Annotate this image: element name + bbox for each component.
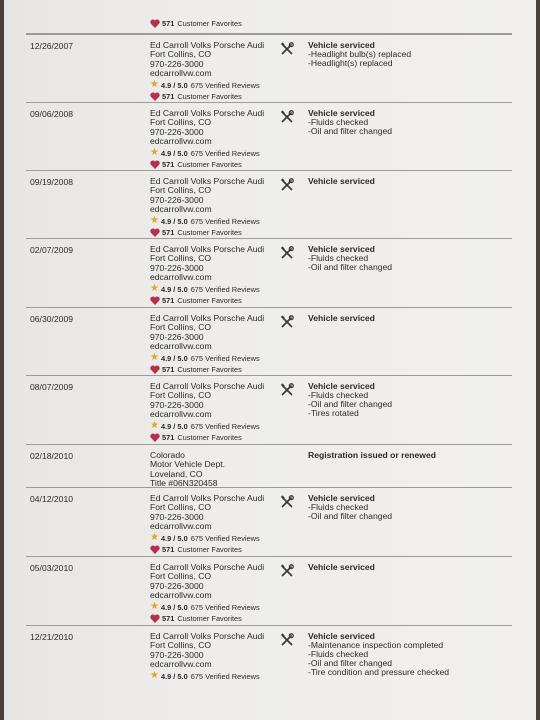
facility-line: Ed Carroll Volks Porsche Audi (150, 381, 265, 391)
service-title: Vehicle serviced (308, 313, 375, 323)
service-record (26, 444, 512, 488)
service-details (308, 382, 392, 418)
review-count: 675 Verified Reviews (190, 671, 260, 681)
service-details (308, 41, 411, 68)
service-item: -Fluids checked (308, 117, 369, 127)
service-title: Vehicle serviced (308, 493, 375, 503)
service-record (26, 170, 512, 239)
facility-info (150, 451, 225, 489)
facility-line: Fort Collins, CO (150, 49, 212, 60)
service-details (308, 109, 392, 136)
favorites-label: Customer Favorites (177, 296, 242, 306)
facility-line: edcarrollvw.com (150, 68, 212, 79)
rating-score: 4.9 / 5.0 (160, 602, 188, 612)
service-item: -Fluids checked (308, 502, 369, 512)
service-item: -Fluids checked (308, 649, 369, 659)
service-title: Vehicle serviced (308, 381, 375, 391)
favorites-label: Customer Favorites (177, 614, 242, 624)
record-date: 04/12/2010 (30, 494, 74, 504)
tools-icon (280, 383, 294, 397)
facility-info (150, 177, 264, 237)
service-title: Vehicle serviced (308, 40, 375, 50)
record-date: 05/03/2010 (30, 563, 74, 573)
record-date: 02/18/2010 (30, 451, 74, 461)
facility-line: edcarrollvw.com (150, 341, 212, 352)
favorites-label: Customer Favorites (177, 228, 242, 238)
facility-info (150, 632, 264, 681)
tools-icon (280, 246, 294, 260)
star-icon: ★ (150, 670, 159, 682)
rating-score: 4.9 / 5.0 (160, 353, 188, 363)
facility-line: Fort Collins, CO (150, 502, 212, 513)
service-record (26, 625, 512, 720)
favorites-label: Customer Favorites (177, 19, 242, 28)
facility-line: Fort Collins, CO (150, 185, 212, 196)
heart-icon (150, 365, 160, 374)
favorites-label: Customer Favorites (177, 160, 242, 170)
rating-row (150, 672, 264, 681)
favorites-count: 571 (162, 614, 175, 624)
facility-line: Ed Carroll Volks Porsche Audi (150, 313, 265, 323)
service-item: -Tire condition and pressure checked (308, 667, 450, 677)
facility-line: Fort Collins, CO (150, 117, 212, 128)
facility-line: Ed Carroll Volks Porsche Audi (150, 244, 265, 254)
service-item: -Headlight(s) replaced (308, 58, 393, 68)
facility-info (150, 245, 264, 305)
facility-line: 970-226-3000 (150, 399, 204, 410)
heart-icon (150, 296, 160, 305)
rating-row (150, 354, 264, 363)
facility-line: edcarrollvw.com (150, 521, 212, 532)
favorites-row (150, 614, 264, 623)
favorites-label: Customer Favorites (177, 365, 242, 375)
service-item: -Oil and filter changed (308, 511, 393, 521)
favorites-row (150, 160, 264, 169)
service-record (26, 307, 512, 376)
favorites-count: 571 (162, 296, 175, 306)
service-item: -Fluids checked (308, 390, 369, 400)
facility-info (150, 41, 264, 101)
favorites-count: 571 (162, 92, 175, 102)
facility-info (150, 314, 264, 374)
facility-line: edcarrollvw.com (150, 272, 212, 283)
facility-info (150, 109, 264, 169)
facility-line: Fort Collins, CO (150, 640, 212, 651)
favorites-row (150, 545, 264, 554)
facility-line: Motor Vehicle Dept. (150, 459, 225, 470)
service-details (308, 245, 392, 272)
record-date: 02/07/2009 (30, 245, 74, 255)
facility-line: Ed Carroll Volks Porsche Audi (150, 631, 265, 641)
favorites-count: 571 (162, 19, 175, 28)
service-title: Vehicle serviced (308, 176, 375, 186)
service-record (26, 487, 512, 557)
facility-line: 970-226-3000 (150, 126, 204, 137)
favorites-label: Customer Favorites (177, 92, 242, 102)
service-item: -Tires rotated (308, 408, 359, 418)
service-title: Registration issued or renewed (308, 450, 436, 460)
rating-row (150, 217, 264, 226)
star-icon: ★ (150, 215, 159, 227)
favorites-label: Customer Favorites (177, 433, 242, 443)
favorites-label: Customer Favorites (177, 545, 242, 555)
service-details (308, 563, 375, 572)
service-record (26, 238, 512, 308)
review-count: 675 Verified Reviews (190, 284, 260, 294)
heart-icon (150, 160, 160, 169)
facility-line: Ed Carroll Volks Porsche Audi (150, 108, 265, 118)
rating-row (150, 534, 264, 543)
favorites-count: 571 (162, 545, 175, 555)
tools-icon (280, 110, 294, 124)
document-page (4, 0, 536, 720)
facility-line: 970-226-3000 (150, 649, 204, 660)
heart-icon (150, 614, 160, 623)
service-item: -Fluids checked (308, 253, 369, 263)
rating-row (150, 603, 264, 612)
facility-info (150, 382, 264, 442)
service-item: -Oil and filter changed (308, 658, 393, 668)
rating-score: 4.9 / 5.0 (160, 671, 188, 681)
facility-line: edcarrollvw.com (150, 136, 212, 147)
service-item: -Oil and filter changed (308, 262, 393, 272)
heart-icon (150, 228, 160, 237)
service-item: -Maintenance inspection completed (308, 640, 444, 650)
favorites-row (150, 92, 264, 101)
favorites-row (150, 19, 242, 28)
rating-row (150, 81, 264, 90)
facility-line: Fort Collins, CO (150, 390, 212, 401)
record-date: 12/26/2007 (30, 41, 74, 51)
rating-score: 4.9 / 5.0 (160, 421, 188, 431)
facility-line: edcarrollvw.com (150, 659, 212, 670)
service-title: Vehicle serviced (308, 631, 375, 641)
review-count: 675 Verified Reviews (190, 148, 260, 158)
record-date: 12/21/2010 (30, 632, 74, 642)
service-details (308, 177, 375, 186)
review-count: 675 Verified Reviews (190, 602, 260, 612)
review-count: 675 Verified Reviews (190, 216, 260, 226)
star-icon: ★ (150, 420, 159, 432)
facility-line: 970-226-3000 (150, 511, 204, 522)
heart-icon (150, 433, 160, 442)
star-icon: ★ (150, 601, 159, 613)
record-date: 09/19/2008 (30, 177, 74, 187)
star-icon: ★ (150, 532, 159, 544)
heart-icon (150, 545, 160, 554)
facility-line: Title #06N320458 (150, 478, 218, 489)
facility-line: 970-226-3000 (150, 58, 204, 69)
facility-line: Ed Carroll Volks Porsche Audi (150, 40, 265, 50)
star-icon: ★ (150, 352, 159, 364)
star-icon: ★ (150, 283, 159, 295)
rating-score: 4.9 / 5.0 (160, 80, 188, 90)
rating-row (150, 149, 264, 158)
facility-info (150, 494, 264, 554)
rating-score: 4.9 / 5.0 (160, 216, 188, 226)
facility-line: 970-226-3000 (150, 580, 204, 591)
star-icon: ★ (150, 79, 159, 91)
facility-info (150, 563, 264, 623)
facility-line: 970-226-3000 (150, 194, 204, 205)
favorites-row (150, 296, 264, 305)
record-date: 09/06/2008 (30, 109, 74, 119)
favorites-row (150, 228, 264, 237)
facility-line: Ed Carroll Volks Porsche Audi (150, 562, 265, 572)
favorites-count: 571 (162, 433, 175, 443)
star-icon: ★ (150, 147, 159, 159)
rating-row (150, 422, 264, 431)
facility-line: edcarrollvw.com (150, 204, 212, 215)
facility-line: Fort Collins, CO (150, 253, 212, 264)
tools-icon (280, 42, 294, 56)
tools-icon (280, 178, 294, 192)
review-count: 675 Verified Reviews (190, 353, 260, 363)
service-details (308, 632, 449, 677)
favorites-row (150, 365, 264, 374)
rating-score: 4.9 / 5.0 (160, 148, 188, 158)
tools-icon (280, 564, 294, 578)
service-record (26, 34, 512, 103)
facility-line: 970-226-3000 (150, 331, 204, 342)
service-item: -Oil and filter changed (308, 126, 393, 136)
favorites-row (150, 433, 264, 442)
facility-line: Ed Carroll Volks Porsche Audi (150, 493, 265, 503)
facility-line: Loveland, CO (150, 468, 203, 479)
tools-icon (280, 633, 294, 647)
tools-icon (280, 495, 294, 509)
record-date: 08/07/2009 (30, 382, 74, 392)
service-details (308, 494, 392, 521)
facility-line: Fort Collins, CO (150, 571, 212, 582)
facility-line: Colorado (150, 450, 185, 460)
rating-score: 4.9 / 5.0 (160, 284, 188, 294)
rating-row (150, 285, 264, 294)
service-details (308, 314, 375, 323)
facility-line: Ed Carroll Volks Porsche Audi (150, 176, 265, 186)
heart-icon (150, 19, 160, 28)
record-date: 06/30/2009 (30, 314, 74, 324)
facility-line: edcarrollvw.com (150, 590, 212, 601)
service-item: -Headlight bulb(s) replaced (308, 49, 412, 59)
service-title: Vehicle serviced (308, 108, 375, 118)
favorites-count: 571 (162, 365, 175, 375)
favorites-count: 571 (162, 160, 175, 170)
tools-icon (280, 315, 294, 329)
favorites-count: 571 (162, 228, 175, 238)
rating-score: 4.9 / 5.0 (160, 533, 188, 543)
facility-line: Fort Collins, CO (150, 322, 212, 333)
service-item: -Oil and filter changed (308, 399, 393, 409)
service-record (26, 375, 512, 445)
service-record (26, 556, 512, 626)
review-count: 675 Verified Reviews (190, 421, 260, 431)
review-count: 675 Verified Reviews (190, 80, 260, 90)
heart-icon (150, 92, 160, 101)
service-title: Vehicle serviced (308, 562, 375, 572)
facility-line: 970-226-3000 (150, 262, 204, 273)
service-title: Vehicle serviced (308, 244, 375, 254)
service-details (308, 451, 436, 460)
service-record (26, 102, 512, 171)
facility-line: edcarrollvw.com (150, 409, 212, 420)
review-count: 675 Verified Reviews (190, 533, 260, 543)
